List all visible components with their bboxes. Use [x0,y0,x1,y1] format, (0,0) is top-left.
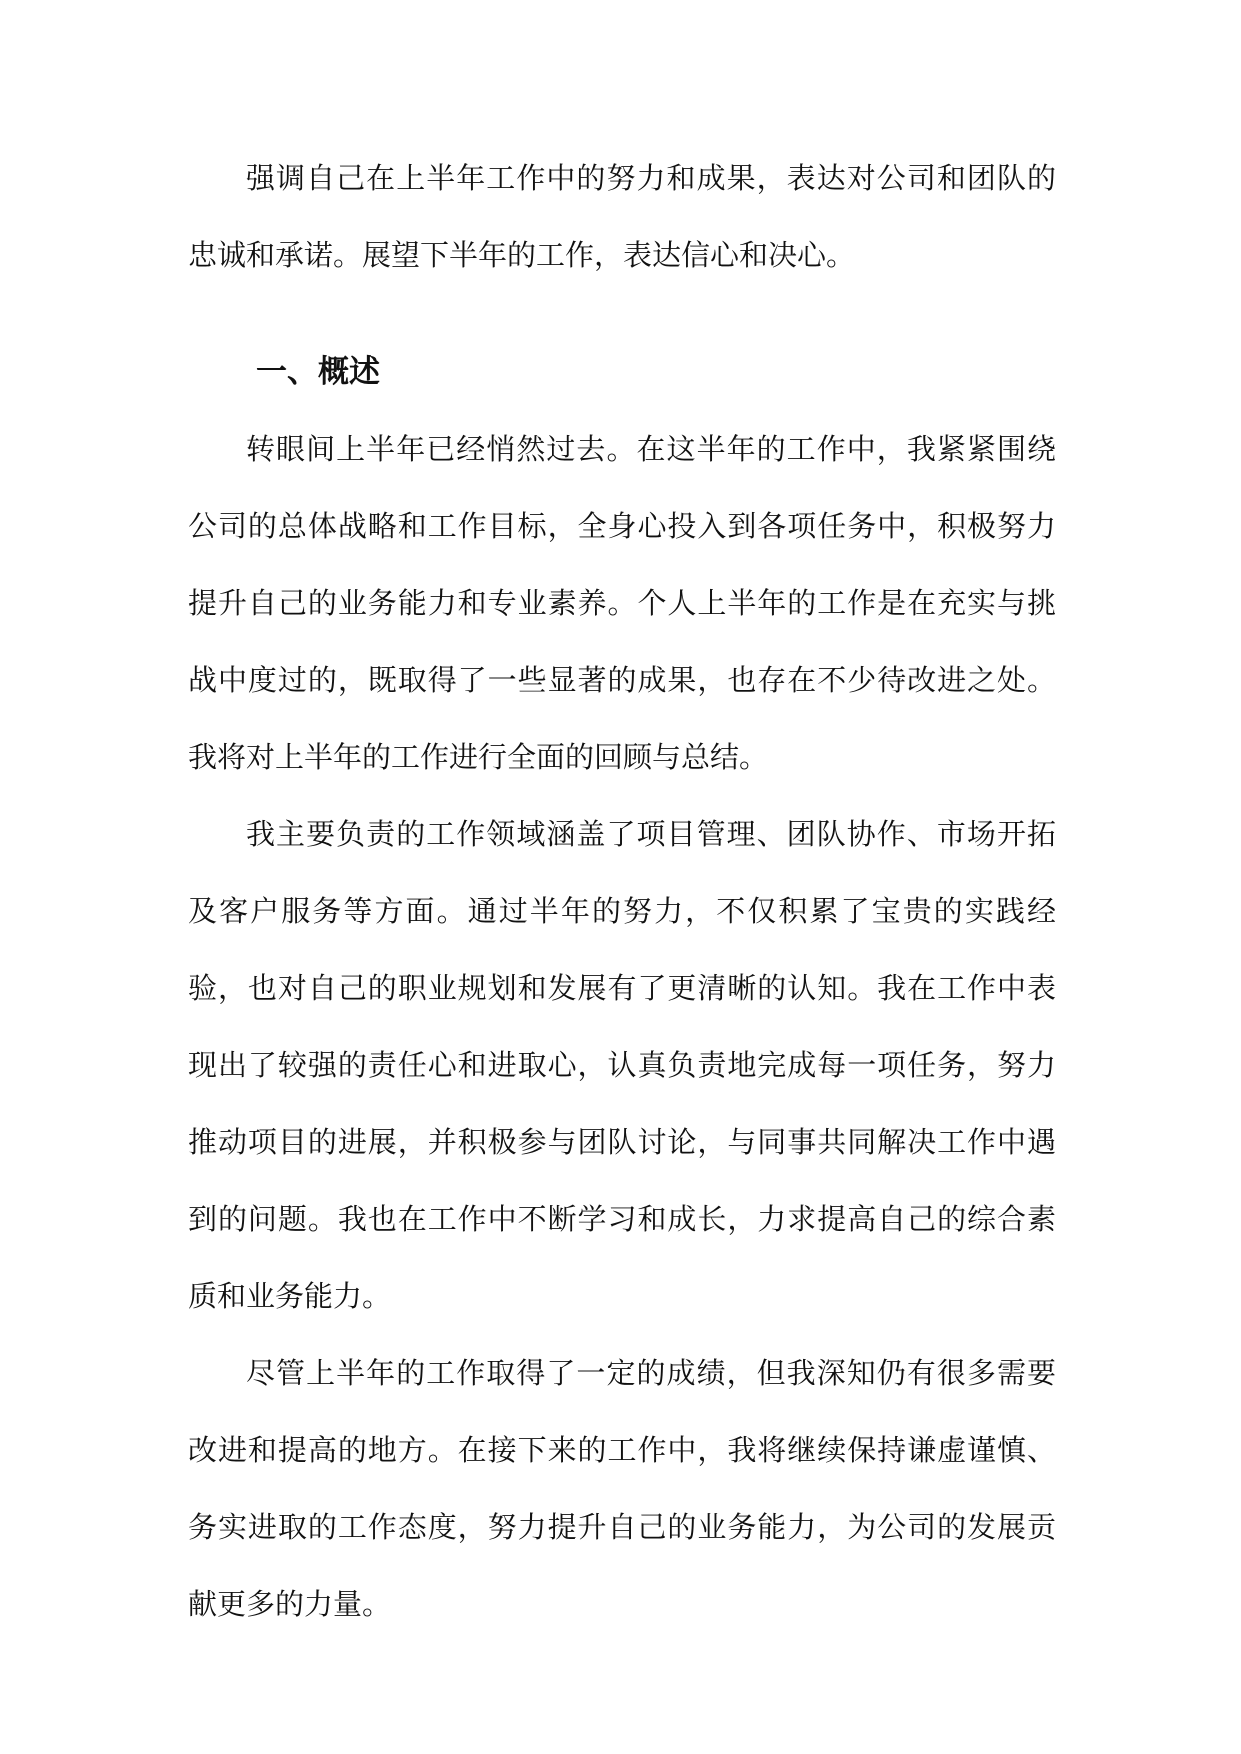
paragraph-1: 转眼间上半年已经悄然过去。在这半年的工作中，我紧紧围绕公司的总体战略和工作目标，全身心投入到各项任务中，积极努力提升自己的业务能力和专业素养。个人上半年的工作是在充实与挑战中度过的，既取得了一些显著的成果，也存在不少待改进之处。我将对上半年的工作进行全面的回顾与总结。 [188,432,1056,774]
paragraph-3: 尽管上半年的工作取得了一定的成绩，但我深知仍有很多需要改进和提高的地方。在接下来的工作中，我将继续保持谦虚谨慎、务实进取的工作态度，努力提升自己的业务能力，为公司的发展贡献更多的力量。 [188,1356,1056,1621]
intro-paragraph: 强调自己在上半年工作中的努力和成果，表达对公司和团队的忠诚和承诺。展望下半年的工作，表达信心和决心。 [188,161,1056,272]
section-heading: 一、概述 [256,354,380,390]
paragraph-2: 我主要负责的工作领域涵盖了项目管理、团队协作、市场开拓及客户服务等方面。通过半年的努力，不仅积累了宝贵的实践经验，也对自己的职业规划和发展有了更清晰的认知。我在工作中表现出了较强的责任心和进取心，认真负责地完成每一项任务，努力推动项目的进展，并积极参与团队讨论，与同事共同解决工作中遇到的问题。我也在工作中不断学习和成长，力求提高自己的综合素质和业务能力。 [188,817,1056,1313]
document-body [188,140,1056,1643]
